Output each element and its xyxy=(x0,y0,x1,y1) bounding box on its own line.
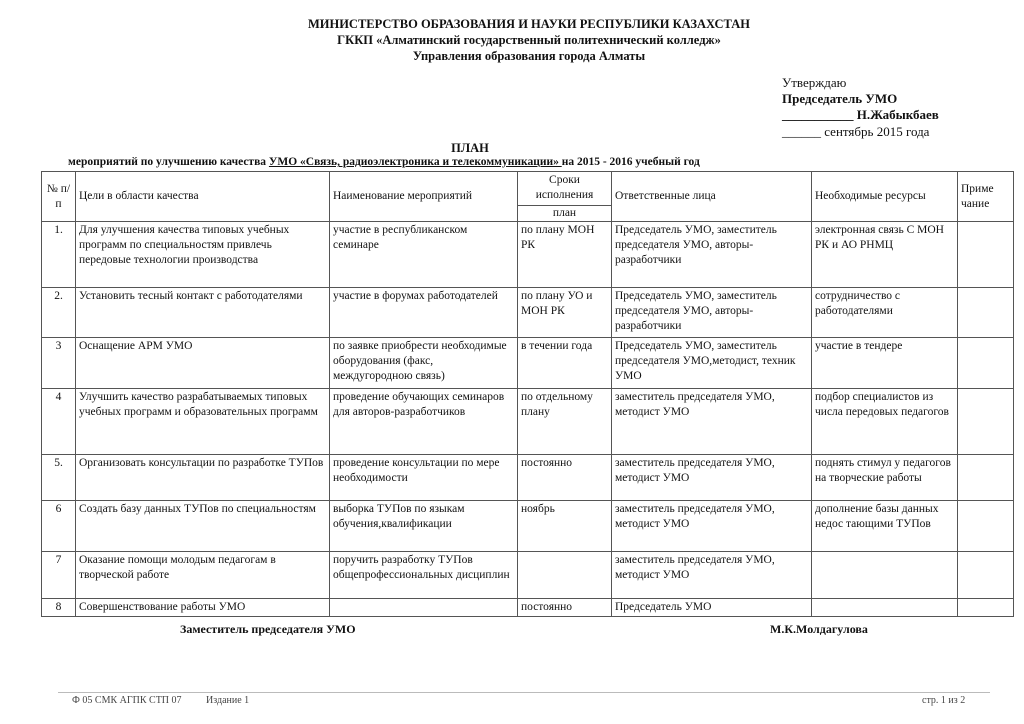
header-goal: Цели в области качества xyxy=(76,172,330,222)
table-row xyxy=(42,389,1014,455)
footer-page: стр. 1 из 2 xyxy=(922,695,966,706)
cell-note xyxy=(958,338,1014,389)
cell-note xyxy=(958,222,1014,288)
plan-table xyxy=(41,171,1014,617)
cell-num: 5. xyxy=(42,455,76,501)
ministry-title: МИНИСТЕРСТВО ОБРАЗОВАНИЯ И НАУКИ РЕСПУБЛИКИ КАЗАХСТАН xyxy=(307,17,751,31)
footer-edition: Издание 1 xyxy=(206,695,250,706)
cell-resources xyxy=(812,552,958,599)
approval-date: ______ сентябрь 2015 года xyxy=(782,124,930,139)
table-row xyxy=(42,455,1014,501)
cell-goal: Установить тесный контакт с работодателями xyxy=(76,288,330,338)
plan-subtitle-end: на 2015 - 2016 учебный год xyxy=(561,156,700,168)
cell-note xyxy=(958,599,1014,617)
cell-event: выборка ТУПов по языкам обучения,квалификации xyxy=(330,501,518,552)
cell-event: по заявке приобрести необходимые оборудования (факс, междугородною связь) xyxy=(330,338,518,389)
cell-resources: электронная связь С МОН РК и АО РНМЦ xyxy=(812,222,958,288)
cell-resources: сотрудничество с работодателями xyxy=(812,288,958,338)
cell-resources: участие в тендере xyxy=(812,338,958,389)
table-row xyxy=(42,222,1014,288)
cell-num: 7 xyxy=(42,552,76,599)
cell-goal: Организовать консультации по разработке ТУПов xyxy=(76,455,330,501)
department-title: Управления образования города Алматы xyxy=(412,49,646,63)
cell-note xyxy=(958,552,1014,599)
approval-label: Утверждаю xyxy=(782,75,847,90)
header-deadline-top: Сроки исполнения xyxy=(535,174,594,201)
cell-responsible: заместитель председателя УМО, методист УМО xyxy=(612,455,812,501)
table-row xyxy=(42,552,1014,599)
cell-resources: поднять стимул у педагогов на творческие работы xyxy=(812,455,958,501)
cell-num: 6 xyxy=(42,501,76,552)
header-responsible: Ответственные лица xyxy=(612,172,812,222)
cell-num: 4 xyxy=(42,389,76,455)
cell-note xyxy=(958,288,1014,338)
cell-resources xyxy=(812,599,958,617)
cell-responsible: заместитель председателя УМО, методист УМО xyxy=(612,501,812,552)
header-note: Приме чание xyxy=(958,172,1014,222)
cell-deadline: ноябрь xyxy=(518,501,612,552)
cell-event xyxy=(330,599,518,617)
cell-event: поручить разработку ТУПов общепрофессиональных дисциплин xyxy=(330,552,518,599)
cell-resources: дополнение базы данных недос тающими ТУПов xyxy=(812,501,958,552)
cell-deadline: по отдельному плану xyxy=(518,389,612,455)
cell-deadline xyxy=(518,552,612,599)
cell-event: проведение консультации по мере необходимости xyxy=(330,455,518,501)
footer-divider xyxy=(58,692,990,693)
cell-deadline: в течении года xyxy=(518,338,612,389)
college-title: ГККП «Алматинский государственный политехнический колледж» xyxy=(337,33,721,47)
cell-deadline: постоянно xyxy=(518,599,612,617)
cell-num: 1. xyxy=(42,222,76,288)
cell-event: участие в форумах работодателей xyxy=(330,288,518,338)
cell-note xyxy=(958,455,1014,501)
signature-name: М.К.Молдагулова xyxy=(770,622,868,636)
plan-subtitle-umo: УМО «Связь, радиоэлектроника и телекоммуникации» xyxy=(268,156,562,168)
cell-responsible: Председатель УМО, заместитель председателя УМО, авторы-разработчики xyxy=(612,288,812,338)
table-row xyxy=(42,501,1014,552)
cell-responsible: заместитель председателя УМО, методист УМО xyxy=(612,389,812,455)
cell-deadline: по плану МОН РК xyxy=(518,222,612,288)
cell-goal: Для улучшения качества типовых учебных программ по специальностям привлечь передовые технологии производства xyxy=(76,222,330,288)
cell-goal: Оснащение АРМ УМО xyxy=(76,338,330,389)
table-row xyxy=(42,288,1014,338)
footer-doc-code: Ф 05 СМК АГПК СТП 07 xyxy=(72,695,182,706)
cell-goal: Создать базу данных ТУПов по специальностям xyxy=(76,501,330,552)
cell-goal: Оказание помощи молодым педагогам в творческой работе xyxy=(76,552,330,599)
header-deadline-bottom: план xyxy=(518,205,611,221)
cell-note xyxy=(958,501,1014,552)
plan-subtitle-start: мероприятий по улучшению качества xyxy=(68,156,269,168)
table-row xyxy=(42,599,1014,617)
signature-role: Заместитель председателя УМО xyxy=(180,622,356,636)
table-header-row xyxy=(42,172,1014,222)
cell-resources: подбор специалистов из числа передовых педагогов xyxy=(812,389,958,455)
header-num: № п/п xyxy=(42,172,76,222)
table-row xyxy=(42,338,1014,389)
header-event: Наименование мероприятий xyxy=(330,172,518,222)
cell-event: проведение обучающих семинаров для авторов-разработчиков xyxy=(330,389,518,455)
header-resources: Необходимые ресурсы xyxy=(812,172,958,222)
cell-goal: Улучшить качество разрабатываемых типовых учебных программ и образовательных программ xyxy=(76,389,330,455)
cell-num: 8 xyxy=(42,599,76,617)
cell-note xyxy=(958,389,1014,455)
plan-title: ПЛАН xyxy=(451,141,489,155)
approval-role: Председатель УМО xyxy=(782,91,898,106)
header-deadline xyxy=(518,172,612,222)
approval-signature-line: ___________ Н.Жабыкбаев xyxy=(782,107,939,122)
cell-deadline: по плану УО и МОН РК xyxy=(518,288,612,338)
cell-responsible: Председатель УМО, заместитель председателя УМО,методист, техник УМО xyxy=(612,338,812,389)
cell-deadline: постоянно xyxy=(518,455,612,501)
cell-event: участие в республиканском семинаре xyxy=(330,222,518,288)
cell-num: 3 xyxy=(42,338,76,389)
cell-goal: Совершенствование работы УМО xyxy=(76,599,330,617)
cell-num: 2. xyxy=(42,288,76,338)
cell-responsible: Председатель УМО, заместитель председателя УМО, авторы-разработчики xyxy=(612,222,812,288)
cell-responsible: Председатель УМО xyxy=(612,599,812,617)
plan-subtitle xyxy=(68,156,700,168)
cell-responsible: заместитель председателя УМО, методист УМО xyxy=(612,552,812,599)
